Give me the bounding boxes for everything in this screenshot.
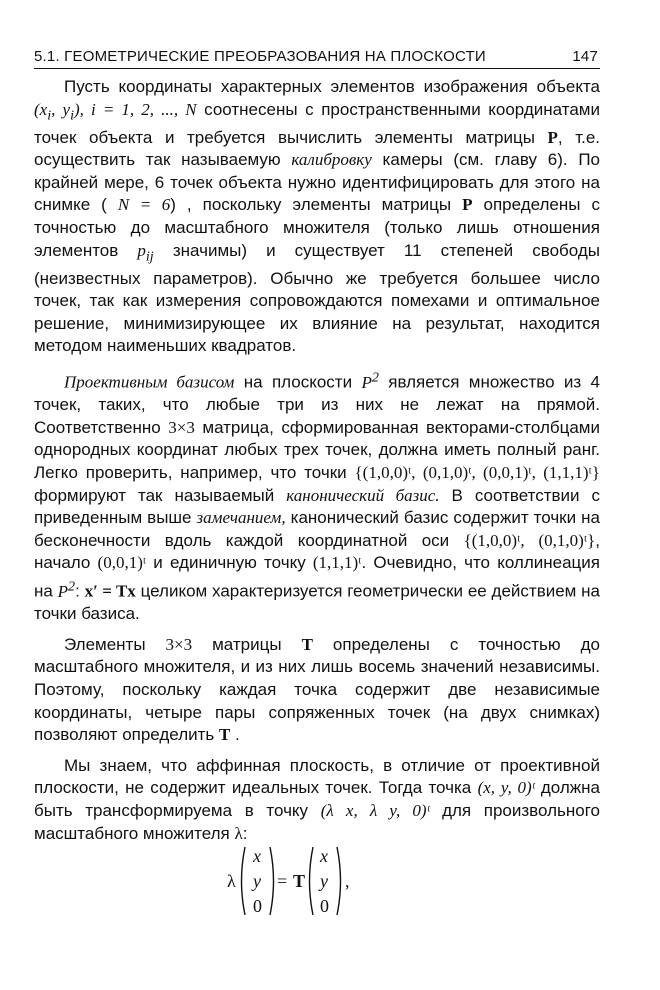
eq-equals: = bbox=[277, 871, 288, 891]
text: , начало bbox=[34, 530, 600, 573]
text: определены с точностью до масштабного множителя, и из них лишь восемь значений независимы. Поэтому, поскольку каждая точка содержит две независимые координаты, четыре пары сопряженных точек (на двух снимках) позволяют определить bbox=[34, 634, 600, 745]
eq-paren-right-1 bbox=[270, 847, 274, 915]
eq-lambda: λ bbox=[227, 871, 236, 891]
eq-v1-0: x bbox=[253, 846, 261, 866]
text: определены с точностью до масштабного множителя (только лишь отношения элементов bbox=[34, 195, 601, 260]
paragraph-projective-basis bbox=[34, 366, 600, 626]
eq-v2-2: 0 bbox=[320, 896, 329, 916]
text: В соответствии с приведенным выше bbox=[34, 485, 600, 528]
text: Пусть координаты характерных элементов изображения объекта bbox=[64, 77, 600, 96]
text: матрица, сформированная векторами-столбцами однородных координат любых трех точек, должна иметь полный ранг. Легко проверить, например, что точки bbox=[34, 417, 600, 482]
math-point-scaled: (λ x, λ y, 0)ᵗ bbox=[320, 800, 430, 820]
text: : bbox=[242, 823, 248, 843]
eq-v2-1: y bbox=[320, 871, 328, 891]
eq-v2-0: x bbox=[320, 846, 328, 866]
paragraph-matrix-T bbox=[34, 634, 600, 747]
math-origin: (0,0,1)ᵗ bbox=[97, 553, 147, 573]
term-calibration: калибровку bbox=[291, 150, 372, 170]
math-points: {(1,0,0)ᵗ, (0,1,0)ᵗ, (0,0,1)ᵗ, (1,1,1)ᵗ} bbox=[354, 462, 600, 482]
eq-v1-2: 0 bbox=[253, 896, 262, 916]
text: ) , поскольку элементы матрицы bbox=[170, 195, 463, 215]
text: камеры (см. главу 6). По крайней мере, 6 точек объекта нужно идентифицировать для этого на снимке ( bbox=[34, 150, 600, 215]
header-title: 5.1. ГЕОМЕТРИЧЕСКИЕ ПРЕОБРАЗОВАНИЯ НА ПЛОСКОСТИ bbox=[34, 48, 486, 65]
paragraph-calibration bbox=[34, 76, 600, 358]
math-unit: (1,1,1)ᵗ bbox=[312, 553, 362, 573]
matrix-T: T bbox=[218, 725, 231, 745]
eq-comma: , bbox=[345, 871, 350, 891]
eq-paren-left-1 bbox=[242, 847, 246, 915]
term-projective-basis: Проективным базисом bbox=[64, 372, 235, 392]
text: . Очевидно, что коллинеация на bbox=[34, 553, 600, 601]
math-coords: ($x_i$, $y_i$), i = 1, 2, ..., N bbox=[34, 99, 197, 123]
running-header bbox=[34, 48, 600, 69]
math-point-xy0: (x, y, 0)ᵗ bbox=[477, 778, 535, 798]
page-body bbox=[34, 76, 600, 845]
math-P2: $P^2$ bbox=[361, 368, 379, 392]
text: и единичную точку bbox=[146, 553, 313, 573]
text: для произвольного масштабного множителя bbox=[34, 800, 600, 843]
math-lambda: λ bbox=[234, 823, 243, 843]
text: значимы) и существует 11 степеней свободы (неизвестных параметров). Обычно же требуется большее число точек, так как измерения сопровождаются помехами и оптимальное решение, минимизирующее их влияние на результат, находится методом наименьших квадратов. bbox=[34, 240, 600, 356]
equation-display bbox=[225, 842, 355, 920]
math-axes: {(1,0,0)ᵗ, (0,1,0)ᵗ} bbox=[463, 530, 596, 550]
math-3x3: 3×3 bbox=[165, 634, 193, 654]
text: Мы знаем, что аффинная плоскость, в отличие от проективной плоскости, не содержит идеальных точек. Тогда точка bbox=[34, 755, 600, 798]
text: формируют так называемый bbox=[34, 485, 287, 505]
matrix-T: T bbox=[301, 634, 313, 654]
text: Элементы bbox=[64, 634, 166, 654]
matrix-P: P bbox=[462, 195, 473, 215]
text: является множество из 4 точек, таких, что любые три из них не лежат на прямой. Соответственно bbox=[34, 372, 600, 437]
text: целиком характеризуется геометрически ее действием на точки базиса. bbox=[34, 581, 601, 624]
math-n6: N = 6 bbox=[117, 195, 171, 215]
text: : bbox=[75, 581, 85, 601]
text: . bbox=[230, 725, 240, 745]
text: на плоскости bbox=[234, 372, 362, 392]
text: , т.е. осуществить так называемую bbox=[34, 127, 601, 170]
equation-svg bbox=[225, 842, 355, 920]
text: должна быть трансформируема в точку bbox=[34, 778, 601, 820]
text: матрицы bbox=[192, 634, 302, 654]
math-collineation: x′ = Tx bbox=[84, 581, 136, 601]
eq-paren-right-2 bbox=[337, 847, 341, 915]
eq-paren-left-2 bbox=[310, 847, 314, 915]
math-P2b: $P^2$ bbox=[57, 577, 76, 601]
term-canonical-basis: канонический базис. bbox=[286, 485, 440, 505]
page-number: 147 bbox=[572, 48, 598, 65]
text: канонический базис содержит точки на бесконечности вдоль каждой координатной оси bbox=[34, 508, 600, 550]
math-pij: $p_{ij}$ bbox=[137, 240, 154, 264]
eq-v1-1: y bbox=[253, 871, 261, 891]
math-3x3: 3×3 bbox=[168, 417, 195, 437]
paragraph-affine-plane bbox=[34, 755, 600, 845]
term-remark: замечанием, bbox=[196, 508, 286, 528]
eq-T: T bbox=[293, 871, 306, 891]
matrix-P: P bbox=[547, 127, 558, 147]
text: соотнесены с пространственными координатами точек объекта и требуется вычислить элементы матрицы bbox=[34, 99, 600, 147]
